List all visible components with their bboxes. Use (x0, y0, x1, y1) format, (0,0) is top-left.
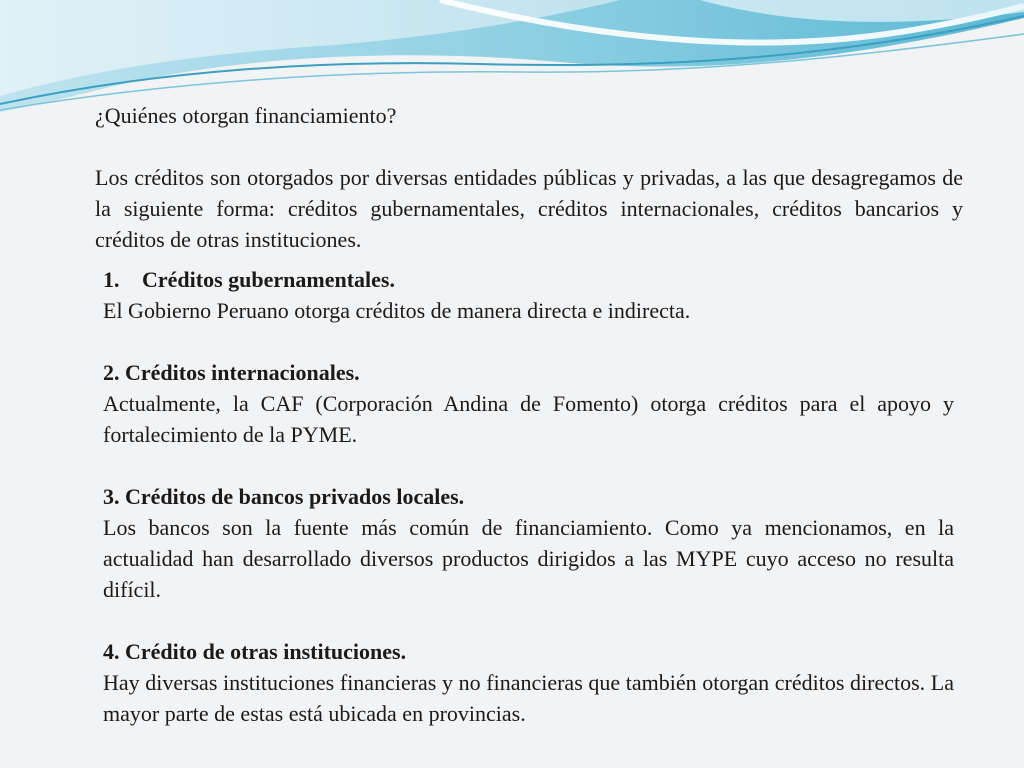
intro-question: ¿Quiénes otorgan financiamiento? (95, 103, 397, 128)
item-title: Crédito de otras instituciones. (125, 639, 407, 664)
list-item (103, 481, 954, 605)
item-description: Hay diversas instituciones financieras y no financieras que también otorgan créditos directos. La mayor parte de estas está ubicada en provincias. (103, 670, 954, 726)
list-item (103, 264, 954, 326)
item-number: 2. (103, 360, 120, 385)
item-number: 1. (103, 267, 120, 292)
item-heading (103, 357, 954, 388)
item-heading (103, 264, 954, 295)
item-title: Créditos internacionales. (125, 360, 360, 385)
item-description: Los bancos son la fuente más común de financiamiento. Como ya mencionamos, en la actualidad han desarrollado diversos productos dirigidos a las MYPE cuyo acceso no resulta difícil. (103, 515, 954, 602)
item-description: Actualmente, la CAF (Corporación Andina de Fomento) otorga créditos para el apoyo y fortalecimiento de la PYME. (103, 391, 954, 447)
item-heading (103, 636, 954, 667)
item-number: 4. (103, 639, 120, 664)
credit-types-list (103, 264, 954, 729)
item-title: Créditos de bancos privados locales. (125, 484, 465, 509)
item-heading (103, 481, 954, 512)
list-item (103, 357, 954, 450)
item-number: 3. (103, 484, 120, 509)
list-item (103, 636, 954, 729)
intro-body: Los créditos son otorgados por diversas entidades públicas y privadas, a las que desagregamos de la siguiente forma: créditos gubernamentales, créditos internacionales, créditos bancarios y créditos de otras instituciones. (95, 165, 963, 252)
item-description: El Gobierno Peruano otorga créditos de manera directa e indirecta. (103, 298, 691, 323)
intro-section (95, 100, 963, 255)
item-title: Créditos gubernamentales. (142, 267, 395, 292)
